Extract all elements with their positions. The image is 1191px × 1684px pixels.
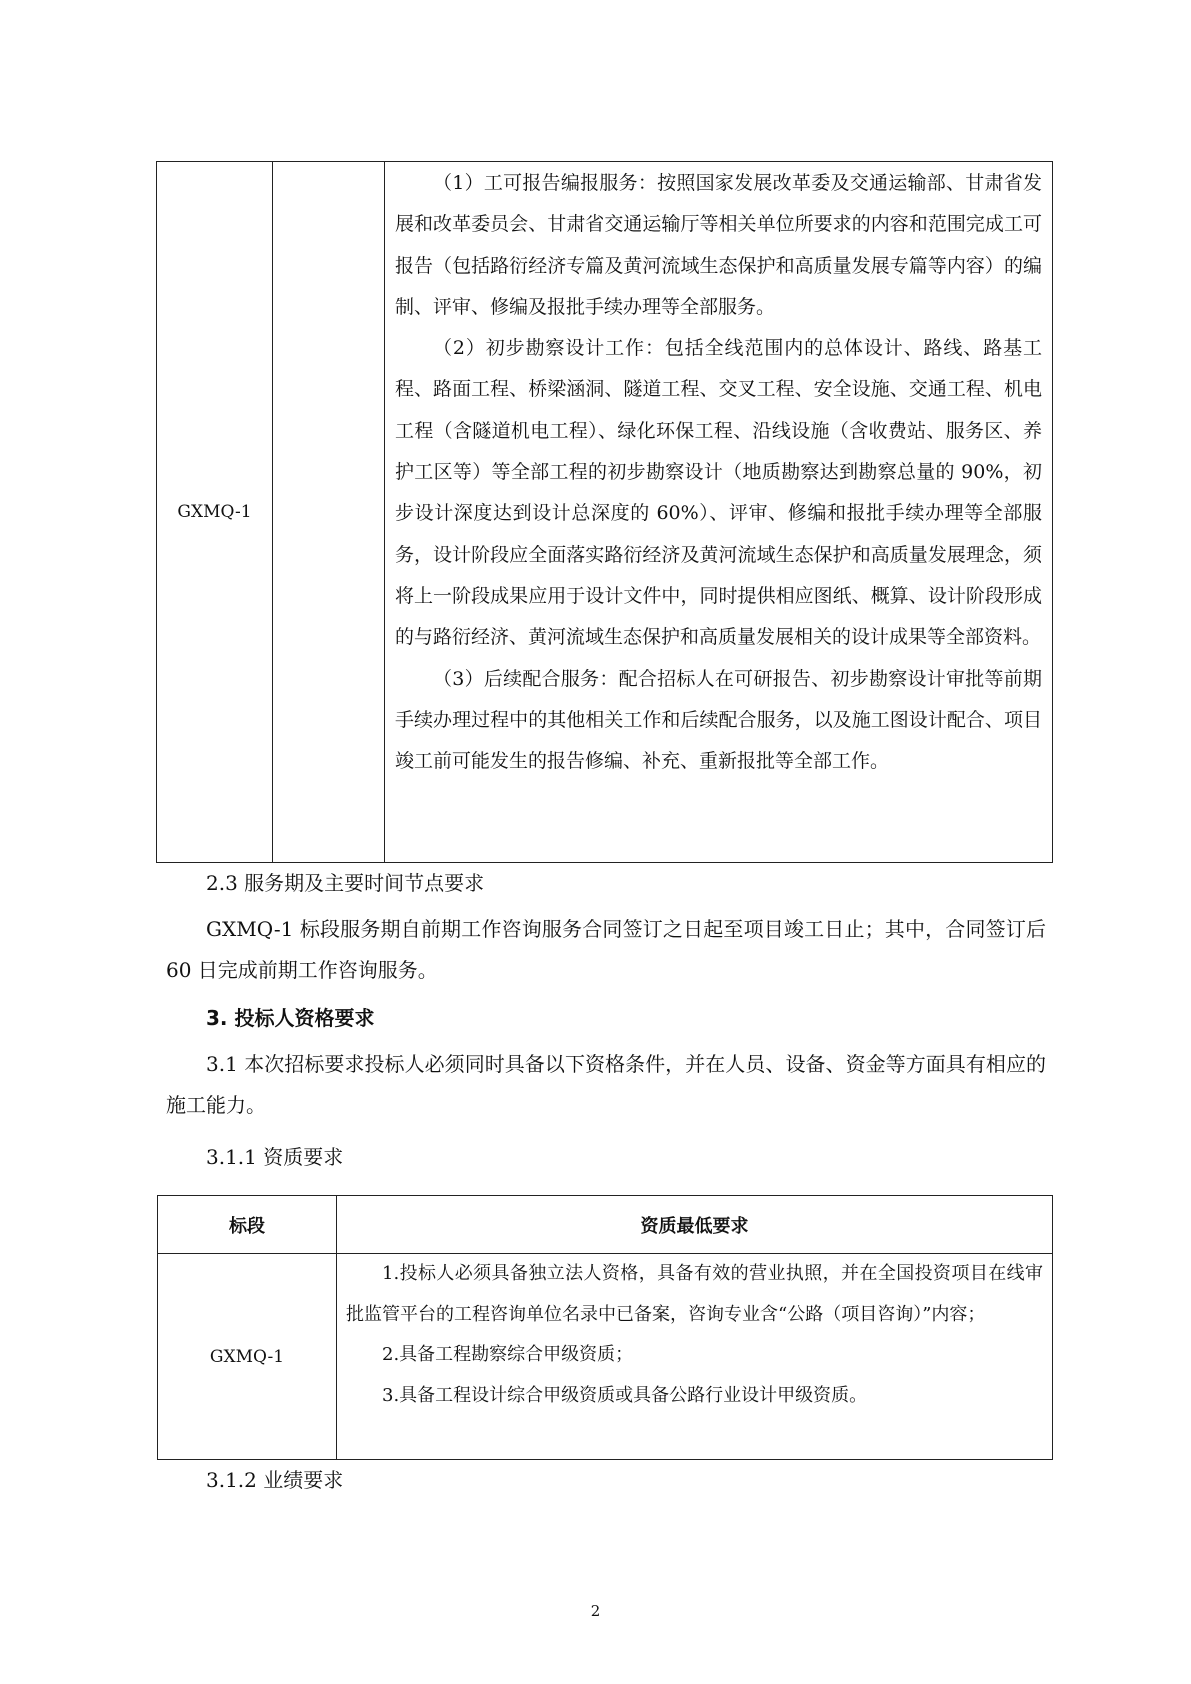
scope-paragraph-2: （2）初步勘察设计工作：包括全线范围内的总体设计、路线、路基工程、路面工程、桥梁涵洞、隧道工程、交叉工程、安全设施、交通工程、机电工程（含隧道机电工程）、绿化环保工程、沿线设施（含收费站、服务区、养护工区等）等全部工程的初步勘察设计（地质勘察达到勘察总量的 90%，初步设计深度达到设计总深度的 60%）、评审、修编和报批手续办理等全部服务，设计阶段应全面落实路衍经济及黄河流域生态保护和高质量发展理念，须将上一阶段成果应用于设计文件中，同时提供相应图纸、概算、设计阶段形成的与路衍经济、黄河流域生态保护和高质量发展相关的设计成果等全部资料。 xyxy=(395,337,1042,649)
table-row xyxy=(157,162,1053,863)
section-3-1-text: 3.1 本次招标要求投标人必须同时具备以下资格条件，并在人员、设备、资金等方面具有相应的施工能力。 xyxy=(166,1052,1046,1117)
section-3-1-1-heading: 3.1.1 资质要求 xyxy=(206,1145,344,1169)
page-number: 2 xyxy=(590,1602,601,1620)
requirement-cell xyxy=(337,1254,1053,1460)
section-3-1-2-heading: 3.1.2 业绩要求 xyxy=(206,1468,344,1492)
section-3-heading: 3. 投标人资格要求 xyxy=(206,1006,375,1030)
table-header-row xyxy=(158,1196,1053,1254)
section-2-3-text: GXMQ-1 标段服务期自前期工作咨询服务合同签订之日起至项目竣工日止；其中，合同签订后 60 日完成前期工作咨询服务。 xyxy=(166,917,1046,982)
header-requirement: 资质最低要求 xyxy=(337,1196,1053,1254)
scope-table xyxy=(156,161,1053,863)
scope-paragraph-3: （3）后续配合服务：配合招标人在可研报告、初步勘察设计审批等前期手续办理过程中的其他相关工作和后续配合服务，以及施工图设计配合、项目竣工前可能发生的报告修编、补充、重新报批等全部工作。 xyxy=(395,667,1042,773)
requirement-item-1: 1.投标人必须具备独立法人资格，具备有效的营业执照，并在全国投资项目在线审批监管平台的工程咨询单位名录中已备案，咨询专业含“公路（项目咨询）”内容； xyxy=(346,1263,1043,1325)
requirement-item-2: 2.具备工程勘察综合甲级资质； xyxy=(382,1344,634,1365)
segment-cell: GXMQ-1 xyxy=(158,1254,337,1460)
segment-cell: GXMQ-1 xyxy=(157,162,273,863)
empty-cell xyxy=(273,162,385,863)
scope-cell xyxy=(385,162,1053,863)
header-segment: 标段 xyxy=(158,1196,337,1254)
requirement-item-3: 3.具备工程设计综合甲级资质或具备公路行业设计甲级资质。 xyxy=(382,1384,868,1406)
table-row xyxy=(158,1254,1053,1460)
scope-paragraph-1: （1）工可报告编报服务：按照国家发展改革委及交通运输部、甘肃省发展和改革委员会、甘肃省交通运输厅等相关单位所要求的内容和范围完成工可报告（包括路衍经济专篇及黄河流域生态保护和高质量发展专篇等内容）的编制、评审、修编及报批手续办理等全部服务。 xyxy=(395,172,1042,318)
section-2-3-heading: 2.3 服务期及主要时间节点要求 xyxy=(206,871,485,895)
qualification-table xyxy=(157,1195,1053,1460)
